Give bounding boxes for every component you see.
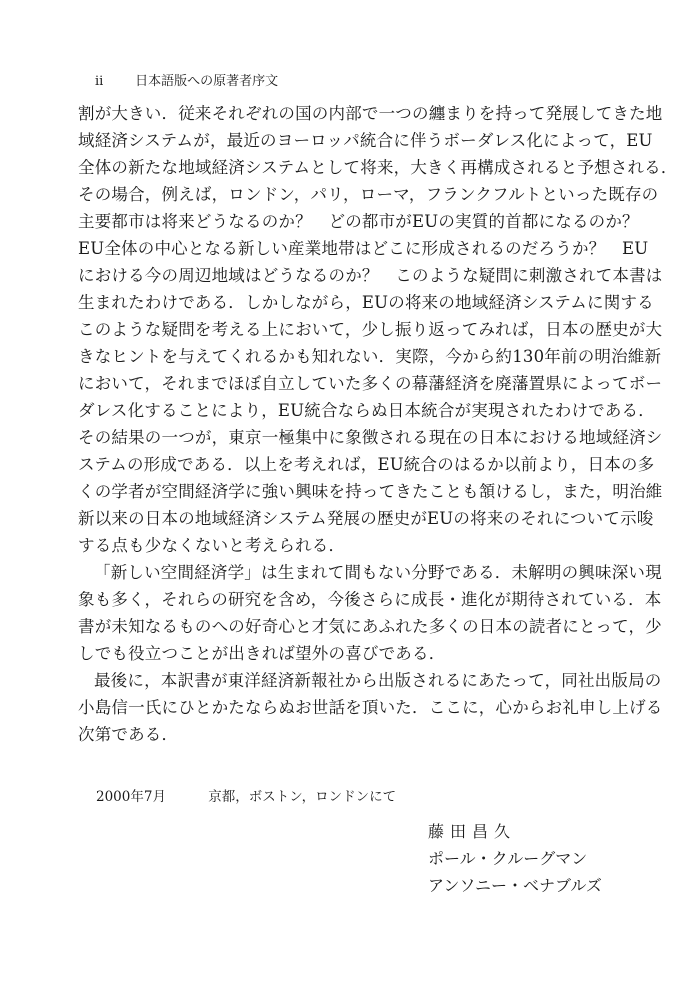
- text-line: その結果の一つが，東京一極集中に象徴される現在の日本における地域経済シ: [78, 428, 663, 447]
- text-line: 生まれたわけである．しかしながら，EUの将来の地域経済システムに関する: [78, 293, 654, 312]
- author-name: 藤田昌久: [428, 822, 517, 841]
- author-name: アンソニー・ベナブルズ: [428, 876, 602, 895]
- text-line: 域経済システムが，最近のヨーロッパ統合に伴うボーダレス化によって，EU: [78, 131, 653, 150]
- text-line: しでも役立つことが出きれば望外の喜びである．: [78, 644, 446, 663]
- text-line: における今の周辺地域はどうなるのか？ このような疑問に刺激されて本書は: [78, 266, 663, 285]
- text-line: 全体の新たな地域経済システムとして将来，大きく再構成されると予想される．: [78, 158, 678, 177]
- text-line: する点も少なくないと考えられる．: [78, 536, 346, 555]
- text-line: 次第である．: [78, 725, 179, 744]
- text-line: ステムの形成である．以上を考えれば，EU統合のはるか以前より，日本の多: [78, 455, 655, 474]
- closing-date: 2000年7月: [96, 789, 166, 805]
- text-line: その場合，例えば，ロンドン，パリ，ローマ，フランクフルトといった既存の: [78, 185, 659, 204]
- page-number: ii: [95, 74, 104, 89]
- text-line: くの学者が空間経済学に強い興味を持ってきたことも頷けるし，また，明治維: [78, 482, 663, 501]
- running-title: 日本語版への原著者序文: [135, 74, 279, 89]
- text-line: このような疑問を考える上において，少し振り返ってみれば，日本の歴史が大: [78, 320, 663, 339]
- closing-place: 京都，ボストン，ロンドンにて: [208, 789, 397, 805]
- text-line: において，それまでほぼ自立していた多くの幕藩経済を廃藩置県によってボー: [78, 374, 663, 393]
- text-line: 最後に，本訳書が東洋経済新報社から出版されるにあたって，同社出版局の: [94, 671, 662, 690]
- running-header: [95, 74, 278, 90]
- text-line: 新以来の日本の地域経済システム発展の歴史がEUの将来のそれについて示唆: [78, 509, 654, 528]
- text-line: 「新しい空間経済学」は生まれて間もない分野である．未解明の興味深い現: [94, 563, 662, 582]
- text-line: 主要都市は将来どうなるのか？ どの都市がEUの実質的首都になるのか？: [78, 212, 639, 231]
- text-line: EU全体の中心となる新しい産業地帯はどこに形成されるのだろうか？ EU: [78, 239, 649, 258]
- text-line: きなヒントを与えてくれるかも知れない．実際，今から約130年前の明治維新: [78, 347, 662, 366]
- text-line: ダレス化することにより，EU統合ならぬ日本統合が実現されたわけである．: [78, 401, 655, 420]
- author-signatures: [428, 818, 602, 899]
- closing-dateline: [96, 787, 396, 807]
- text-line: 割が大きい．従来それぞれの国の内部で一つの纏まりを持って発展してきた地: [78, 104, 663, 123]
- text-line: 書が未知なるものへの好奇心と才気にあふれた多くの日本の読者にとって，少: [78, 617, 662, 636]
- text-line: 小島信一氏にひとかたならぬお世話を頂いた．ここに，心からお礼申し上げる: [78, 698, 663, 717]
- author-name: ポール・クルーグマン: [428, 849, 588, 868]
- body-text: [78, 100, 678, 748]
- text-line: 象も多く，それらの研究を含め，今後さらに成長・進化が期待されている．本: [78, 590, 662, 609]
